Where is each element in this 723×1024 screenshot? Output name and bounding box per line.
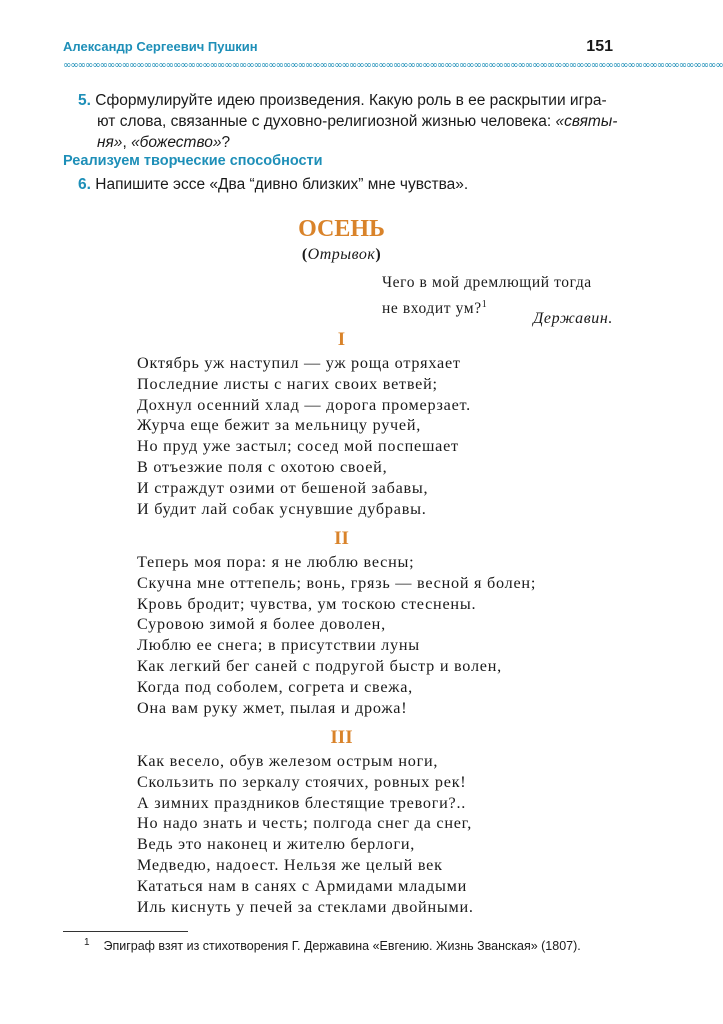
paren: ( (301, 246, 308, 263)
poem-line: А зимних праздников блестящие тревоги?.. (137, 793, 467, 812)
epigraph-author: Державин. (533, 310, 613, 327)
section-heading: Реализуем творческие способности (63, 153, 323, 169)
poem-line: Но надо знать и честь; полгода снег да снег, (137, 814, 473, 833)
question-text-italic: ня» (97, 134, 123, 151)
poem-line: Как весело, обув железом острым ноги, (137, 752, 439, 770)
poem-title: ОСЕНЬ (298, 216, 385, 242)
question-number: 5. (78, 92, 91, 109)
poem-line: Журча еще бежит за мельницу ручей, (137, 416, 422, 435)
poem-line: И страждут озими от бешеной забавы, (137, 478, 429, 497)
question-text: Напишите эссе «Два “дивно близких” мне чувства». (95, 176, 469, 193)
poem-line: Как легкий бег саней с подругой быстр и волен, (137, 656, 502, 675)
stanza-1 (137, 353, 471, 519)
poem-line: В отъезжие поля с охотою своей, (137, 457, 388, 476)
poem-line: Иль киснуть у печей за стеклами двойными. (137, 897, 474, 916)
page-number: 151 (586, 38, 613, 55)
poem-line: Последние листы с нагих своих ветвей; (137, 374, 438, 393)
poem-line: Дохнул осенний хлад — дорога промерзает. (137, 395, 471, 414)
subtitle-text: Отрывок (307, 246, 376, 263)
poem-line: Скользить по зеркалу стоячих, ровных рек! (137, 772, 467, 791)
question-6 (78, 174, 468, 195)
footnote-divider (63, 931, 188, 932)
footnote-mark: 1 (84, 937, 90, 948)
poem-line: Теперь моя пора: я не люблю весны; (137, 553, 415, 571)
poem-subtitle (0, 246, 683, 264)
poem-line: И будит лай собак уснувшие дубравы. (137, 499, 427, 518)
epigraph-line: не входит ум? (382, 300, 482, 318)
stanza-3 (137, 751, 474, 917)
footnote-ref: 1 (481, 299, 488, 310)
poem-line: Кататься нам в санях с Армидами младыми (137, 876, 467, 895)
ornament-divider: ∞∞∞∞∞∞∞∞∞∞∞∞∞∞∞∞∞∞∞∞∞∞∞∞∞∞∞∞∞∞∞∞∞∞∞∞∞∞∞∞∞∞∞∞∞∞∞∞∞∞∞∞∞∞∞∞∞∞∞∞∞∞∞∞∞∞∞∞∞∞∞∞∞∞∞∞∞∞∞∞∞∞∞∞∞∞∞∞∞∞ (63, 60, 723, 71)
poem-line: Октябрь уж наступил — уж роща отряхает (137, 354, 461, 372)
stanza-2 (137, 552, 536, 718)
running-header-author: Александр Сергеевич Пушкин (63, 39, 258, 54)
poem-line: Она вам руку жмет, пылая и дрожа! (137, 698, 408, 717)
question-text-italic: «божество» (131, 134, 222, 151)
question-text: ? (221, 134, 231, 151)
poem-line: Люблю ее снега; в присутствии луны (137, 636, 420, 655)
epigraph-line: Чего в мой дремлющий тогда (382, 274, 592, 291)
poem-line: Кровь бродит; чувства, ум тоскою стеснены. (137, 594, 477, 613)
question-text-italic: «святы- (555, 113, 618, 130)
poem-line: Медведю, надоест. Нельзя же целый век (137, 855, 443, 874)
footnote-text: Эпиграф взят из стихотворения Г. Державина «Евгению. Жизнь Званская» (1807). (103, 939, 581, 954)
poem-line: Ведь это наконец и жителю берлоги, (137, 835, 416, 854)
question-text: Сформулируйте идею произведения. Какую роль в ее раскрытии игра- (95, 92, 607, 109)
poem-line: Суровою зимой я более доволен, (137, 615, 386, 634)
poem-line: Когда под соболем, согрета и свежа, (137, 677, 413, 696)
stanza-numeral: II (334, 528, 349, 549)
question-text: ют слова, связанные с духовно-религиозной жизнью человека: (97, 113, 556, 130)
stanza-numeral: I (337, 329, 346, 350)
question-number: 6. (78, 176, 91, 193)
poem-line: Скучна мне оттепель; вонь, грязь — весной я болен; (137, 573, 537, 592)
paren: ) (375, 246, 382, 263)
stanza-numeral: III (330, 727, 353, 748)
footnote (84, 937, 581, 953)
question-text: , (122, 134, 132, 151)
poem-line: Но пруд уже застыл; сосед мой поспешает (137, 437, 459, 456)
question-5 (78, 90, 617, 153)
